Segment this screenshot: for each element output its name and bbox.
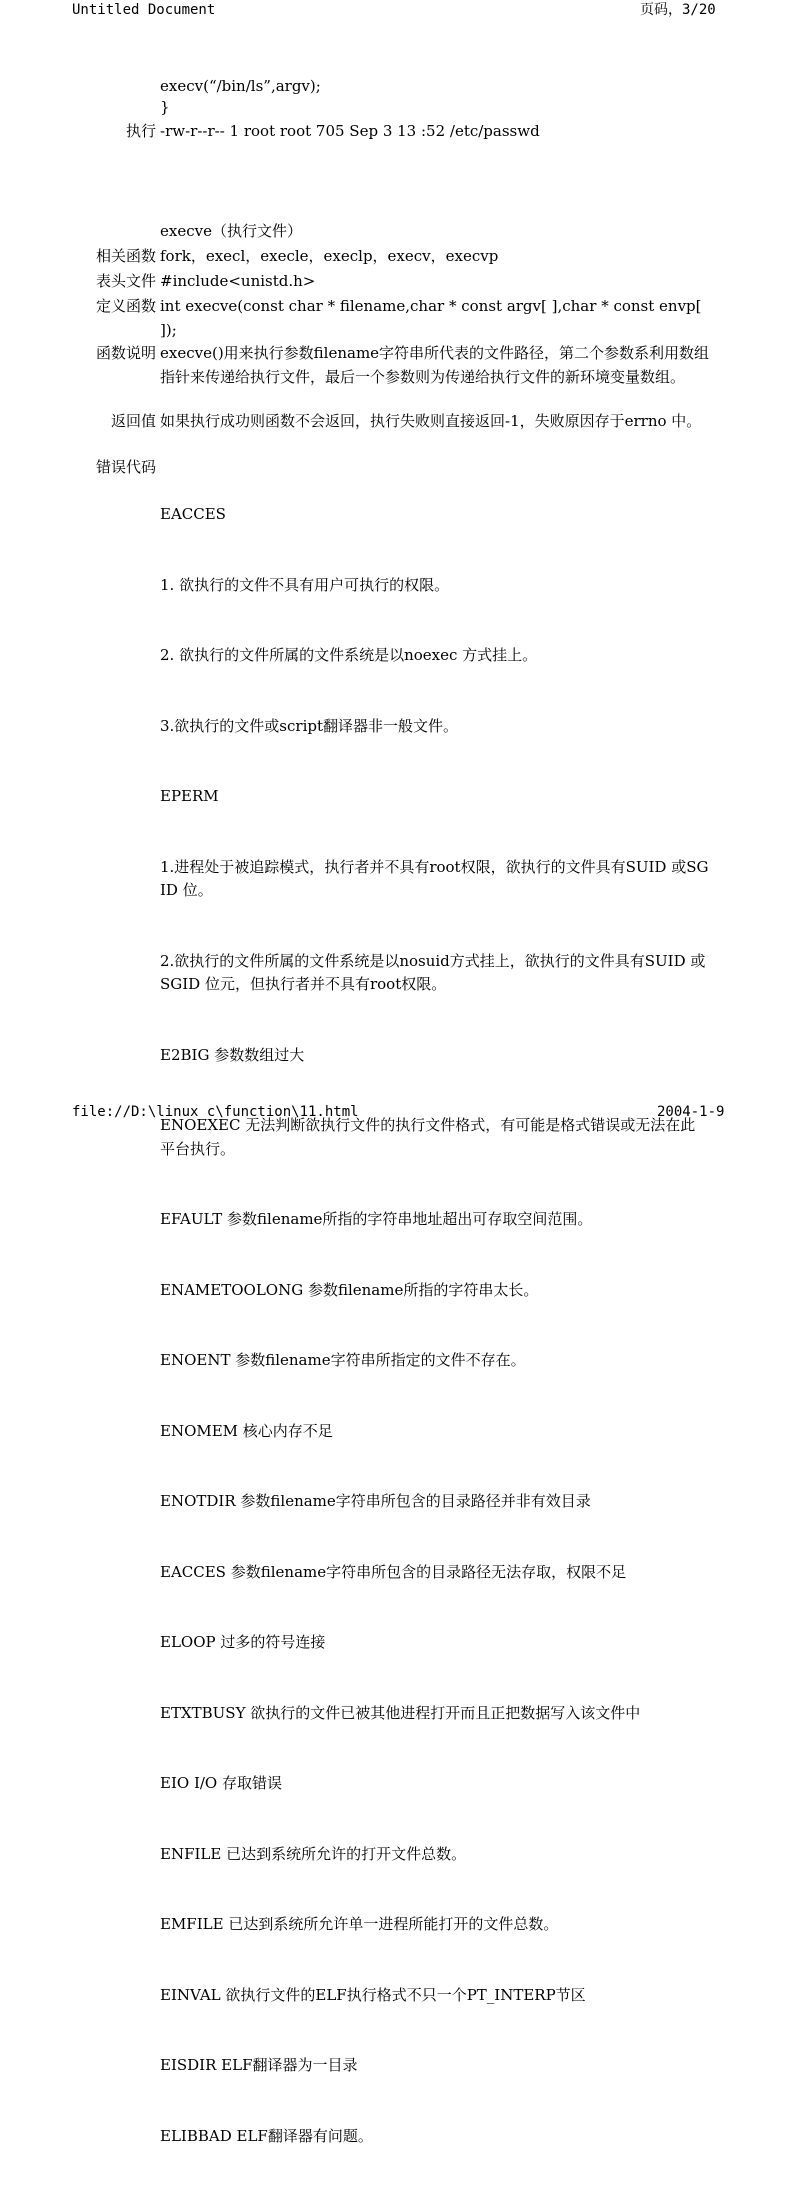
page-number: 页码，3/20 [640,2,716,18]
file-path: file://D:\linux_c\function\11.html [72,1104,359,1120]
entry-title: execve（执行文件） [160,222,302,240]
error-item: 1.进程处于被追踪模式，执行者并不具有root权限，欲执行的文件具有SUID 或SGID 位。 [160,857,709,899]
code-line: } [160,98,170,116]
error-item: ELOOP 过多的符号连接 [160,1633,326,1651]
error-item: E2BIG 参数数组过大 [160,1045,305,1064]
error-item: 2.欲执行的文件所属的文件系统是以nosuid方式挂上，欲执行的文件具有SUID 或SGID 位元，但执行者并不具有root权限。 [160,951,706,993]
function-signature: int execve(const char * filename,char * const argv[ ],char * const envp[ ]); [160,297,707,339]
code-line: execv(“/bin/ls”,argv); [160,77,321,95]
document-title: Untitled Document [72,2,216,18]
error-list [160,456,710,2195]
document-date: 2004-1-9 [657,1104,725,1120]
error-label: 错误代码 [95,458,156,476]
error-item: ENOEXEC 无法判断欲执行文件的执行文件格式，有可能是格式错误或无法在此平台执行。 [160,1116,696,1158]
error-item: EACCES 参数filename字符串所包含的目录路径无法存取，权限不足 [160,1562,627,1581]
error-item: ENFILE 已达到系统所允许的打开文件总数。 [160,1844,467,1863]
run-output: -rw-r--r-- 1 root root 705 Sep 3 13 :52 /etc/passwd [160,122,540,140]
return-label: 返回值 [110,412,156,430]
definition-label: 定义函数 [95,297,156,315]
error-item: EFAULT 参数filename所指的字符串地址超出可存取空间范围。 [160,1210,593,1228]
header-file: #include<unistd.h> [160,272,316,290]
error-item: 1. 欲执行的文件不具有用户可执行的权限。 [160,575,450,594]
error-item: EACCES [160,505,226,523]
error-item: ENOTDIR 参数filename字符串所包含的目录路径并非有效目录 [160,1492,591,1510]
error-item: EINVAL 欲执行文件的ELF执行格式不只一个PT_INTERP节区 [160,1985,586,2004]
related-functions: fork，execl，execle，execlp，execv，execvp [160,247,499,265]
error-item: EIO I/O 存取错误 [160,1774,282,1792]
error-item: 2. 欲执行的文件所属的文件系统是以noexec 方式挂上。 [160,646,538,664]
error-item: EMFILE 已达到系统所允许单一进程所能打开的文件总数。 [160,1915,559,1933]
related-label: 相关函数 [95,247,156,265]
description-label: 函数说明 [95,344,156,362]
run-label: 执行 [125,122,156,140]
error-item: ENAMETOOLONG 参数filename所指的字符串太长。 [160,1280,539,1299]
error-item: ELIBBAD ELF翻译器有问题。 [160,2126,373,2145]
error-item: EPERM [160,787,219,805]
error-item: ENOMEM 核心内存不足 [160,1421,333,1440]
error-item: 3.欲执行的文件或script翻译器非一般文件。 [160,716,459,735]
return-text: 如果执行成功则函数不会返回，执行失败则直接返回-1，失败原因存于errno 中。 [160,412,702,430]
description-text: execve()用来执行参数filename字符串所代表的文件路径，第二个参数系利用数组指针来传递给执行文件，最后一个参数则为传递给执行文件的新环境变量数组。 [160,344,710,386]
error-item: ETXTBUSY 欲执行的文件已被其他进程打开而且正把数据写入该文件中 [160,1703,641,1722]
error-item: EISDIR ELF翻译器为一目录 [160,2056,358,2074]
header-file-label: 表头文件 [95,272,156,290]
error-item: ENOENT 参数filename字符串所指定的文件不存在。 [160,1351,526,1369]
